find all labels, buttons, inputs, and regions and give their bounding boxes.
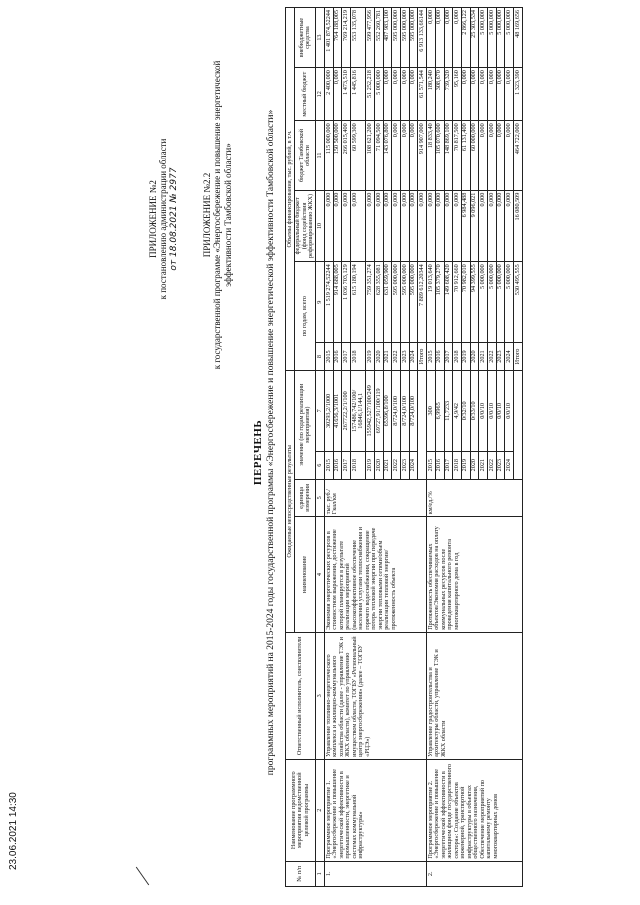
- local-cell: 0,000: [496, 68, 505, 121]
- regional-cell: 0,000: [505, 121, 514, 190]
- local-cell: 0,000: [487, 68, 496, 121]
- print-time: 14:30: [8, 792, 19, 818]
- value-cell: 0/32/10: [461, 370, 470, 451]
- header-years: по годам, всего: [294, 262, 316, 371]
- funding-year-cell: 2023: [496, 343, 505, 371]
- column-number-cell: 3: [316, 632, 325, 759]
- value-cell: 8/724,0/100: [401, 370, 410, 451]
- total-cell: 631 059,900: [383, 262, 392, 343]
- column-number-cell: 11: [316, 121, 325, 190]
- appendix-line: к постановлению администрации области: [158, 138, 169, 300]
- empty-cell: [418, 370, 427, 479]
- measure-name-cell: Программное мероприятие 2. «Энергосбережение и повышение энергетической эффективности в жилищном фонде государственного сектора»: Создание объектов инженерной, транспортной инфраструктуры в объектах общественного назначения, Обеспечение мероприятий по капитальному ремонту многоквартирных домов: [427, 759, 523, 861]
- funding-year-cell: 2017: [342, 343, 351, 371]
- regional-cell: 115 000,000: [325, 121, 334, 190]
- header-num: № п/п: [286, 861, 316, 886]
- measures-table: [285, 7, 523, 887]
- funding-year-cell: 2024: [505, 343, 514, 371]
- regional-cell: 105 070,600: [435, 121, 444, 190]
- header-expected-value: значение (по годам реализации мероприятия): [294, 370, 316, 479]
- total-cell: 595 000,000: [401, 262, 410, 343]
- local-cell: 0,000: [409, 68, 418, 121]
- federal-cell: 0,000: [435, 190, 444, 262]
- year-cell: 2022: [487, 451, 496, 479]
- funding-year-cell: 2018: [351, 343, 366, 371]
- regional-cell: 150 500,000: [333, 121, 342, 190]
- year-cell: 2024: [409, 451, 418, 479]
- year-cell: 2021: [479, 451, 488, 479]
- column-number-cell: 8: [316, 343, 325, 371]
- funding-year-cell: 2024: [409, 343, 418, 371]
- federal-cell: 0,000: [375, 190, 384, 262]
- year-cell: 2019: [366, 451, 375, 479]
- year-cell: 2021: [383, 451, 392, 479]
- year-cell: 2017: [444, 451, 453, 479]
- appendix2-header: [202, 60, 233, 370]
- regional-sum-cell: 464 722,000: [514, 121, 523, 190]
- local-cell: 739,320: [444, 68, 453, 121]
- year-cell: 2023: [496, 451, 505, 479]
- extrabudget-cell: 5 000,000: [496, 8, 505, 68]
- row-number-cell: 2.: [427, 861, 523, 886]
- column-number-cell: 13: [316, 8, 325, 68]
- header-name: Наименование программного мероприятия ведомственной целевой программы: [286, 759, 316, 861]
- total-cell: 5 000,000: [496, 262, 505, 343]
- column-number-cell: 10: [316, 190, 325, 262]
- header-regional: бюджет Тамбовской области: [294, 121, 316, 190]
- federal-sum-cell: 16 080,509: [514, 190, 523, 262]
- regional-cell: 60 000,000: [470, 121, 479, 190]
- total-cell: 5 000,000: [479, 262, 488, 343]
- extrabudget-cell: 25 303,534: [470, 8, 479, 68]
- regional-cell: 0,000: [487, 121, 496, 190]
- total-cell: 5 000,000: [505, 262, 514, 343]
- regional-sum-cell: 914 907,000: [418, 121, 427, 190]
- total-cell: 914 688,005: [333, 262, 342, 343]
- year-cell: 2017: [342, 451, 351, 479]
- extrabudget-cell: 0,000: [453, 8, 462, 68]
- total-cell: 19 013,640: [427, 262, 436, 343]
- table-row: [427, 8, 436, 887]
- header-funding: Объемы финансирования, тыс. рублей, в т.ч.: [286, 8, 295, 371]
- extrabudget-cell: 552 260,781: [375, 8, 384, 68]
- header-federal: федеральный бюджет (фонд содействия реформированию ЖКХ): [294, 190, 316, 262]
- local-cell: 0,000: [392, 68, 401, 121]
- funding-year-cell: 2020: [375, 343, 384, 371]
- local-cell: 0,000: [505, 68, 514, 121]
- document-title: ПЕРЕЧЕНЬ: [252, 419, 264, 486]
- year-cell: 2022: [392, 451, 401, 479]
- header-expected-name: наименование: [294, 517, 316, 633]
- federal-cell: 0,000: [342, 190, 351, 262]
- row-number-cell: 1.: [325, 861, 427, 886]
- header-local: местный бюджет: [294, 68, 316, 121]
- total-cell: 1 036 703,129: [342, 262, 351, 343]
- expected-result-cell: Протяженность обеспечиваемых объектов/Экономия расходов на оплату коммунальных ресурсов после проведения капитального ремонта многоквартирного дома в год: [427, 517, 523, 633]
- local-cell: 5 000,000: [375, 68, 384, 121]
- value-cell: 41656,3/1001: [333, 370, 342, 451]
- measure-name-cell: Программное мероприятие 1. «Энергосбережение и повышение энергетической эффективности в промышленности, энергетике и системах коммунальной инфраструктуры»: [325, 759, 427, 861]
- value-cell: 8/724,0/100: [409, 370, 418, 451]
- value-cell: 300: [427, 370, 436, 451]
- table-row: [325, 8, 334, 887]
- federal-cell: 9 096,021: [470, 190, 479, 262]
- funding-year-cell: 2021: [383, 343, 392, 371]
- federal-sum-cell: 0,000: [418, 190, 427, 262]
- value-cell: 11,7233: [444, 370, 453, 451]
- federal-cell: 0,000: [487, 190, 496, 262]
- extrabudget-cell: 595 000,000: [392, 8, 401, 68]
- year-cell: 2020: [470, 451, 479, 479]
- value-cell: 0/0/10: [487, 370, 496, 451]
- appendix-date: от 18.08.2021 № 2977: [168, 167, 179, 271]
- total-label-cell: Итого: [418, 343, 427, 371]
- federal-cell: 0,000: [366, 190, 375, 262]
- local-cell: 308,670: [435, 68, 444, 121]
- year-cell: 2019: [461, 451, 470, 479]
- federal-cell: 0,000: [392, 190, 401, 262]
- year-cell: 2015: [427, 451, 436, 479]
- regional-cell: 148 869,100: [444, 121, 453, 190]
- regional-cell: 266 015,400: [342, 121, 351, 190]
- regional-cell: 143 076,800: [383, 121, 392, 190]
- regional-cell: 108 621,200: [366, 121, 375, 190]
- print-date: 23.06.2021: [8, 819, 19, 870]
- funding-year-cell: 2017: [444, 343, 453, 371]
- federal-cell: 0,000: [325, 190, 334, 262]
- column-number-cell: 7: [316, 370, 325, 451]
- regional-cell: 0,000: [409, 121, 418, 190]
- value-cell: 0/0/10: [496, 370, 505, 451]
- local-cell: 95,160: [453, 68, 462, 121]
- funding-year-cell: 2015: [427, 343, 436, 371]
- year-cell: 2018: [453, 451, 462, 479]
- extrabudget-cell: 0,000: [444, 8, 453, 68]
- total-cell: 628 355,081: [375, 262, 384, 343]
- extrabudget-cell: 595 000,000: [409, 8, 418, 68]
- total-cell: 94 399,555: [470, 262, 479, 343]
- header-responsible: Ответственный исполнитель, соисполнители: [286, 632, 316, 759]
- federal-cell: 0,000: [505, 190, 514, 262]
- total-cell: 70 982,010: [461, 262, 470, 343]
- federal-cell: 0,000: [383, 190, 392, 262]
- total-cell: 105 379,270: [435, 262, 444, 343]
- local-cell: 51 252,218: [366, 68, 375, 121]
- total-cell: 759 351,274: [366, 262, 375, 343]
- unit-cell: км/ед./%: [427, 479, 523, 517]
- funding-year-cell: 2016: [435, 343, 444, 371]
- federal-cell: 0,000: [479, 190, 488, 262]
- extrabudget-cell: 487 983,100: [383, 8, 392, 68]
- local-cell: 0,000: [470, 68, 479, 121]
- responsible-cell: Управление топливно-энергетического комплекса и жилищно-коммунального хозяйства области (далее - управление ТЭК и ЖКХ области), комитет по управлению имуществом области, ТОГБУ «Региональный центр энергосбережения» (далее – ТОГБУ «РЦЭ»): [325, 632, 427, 759]
- value-cell: 4,9/42: [453, 370, 462, 451]
- local-cell: 1 473,510: [342, 68, 351, 121]
- local-cell: 0,000: [401, 68, 410, 121]
- column-number-cell: 6: [316, 451, 325, 479]
- total-cell: 149 608,420: [444, 262, 453, 343]
- local-cell: 2 400,000: [325, 68, 334, 121]
- value-cell: 8/724,0/100: [392, 370, 401, 451]
- column-number-cell: 2: [316, 759, 325, 861]
- local-cell: 0,000: [383, 68, 392, 121]
- value-cell: 65396,8/100: [383, 370, 392, 451]
- total-cell: 595 000,000: [392, 262, 401, 343]
- local-cell: 180,240: [427, 68, 436, 121]
- extrabudget-cell: 2 866,122: [461, 8, 470, 68]
- header-expected: Ожидаемые непосредственные результаты: [286, 370, 295, 632]
- extrabudget-cell: 595 000,000: [401, 8, 410, 68]
- total-cell: 1 519 274,52244: [325, 262, 334, 343]
- appendix2-title: ПРИЛОЖЕНИЕ №2.2: [202, 172, 212, 258]
- column-number-cell: 12: [316, 68, 325, 121]
- funding-year-cell: 2022: [392, 343, 401, 371]
- value-cell: 0/0/10: [479, 370, 488, 451]
- year-cell: 2018: [351, 451, 366, 479]
- value-cell: 0/0/10: [505, 370, 514, 451]
- local-sum-cell: 61 571,544: [418, 68, 427, 121]
- extrabudget-cell: 0,000: [427, 8, 436, 68]
- extrabudget-cell: 553 135,078: [351, 8, 366, 68]
- federal-cell: 6 984,488: [461, 190, 470, 262]
- value-cell: 6,9965: [435, 370, 444, 451]
- funding-year-cell: 2023: [401, 343, 410, 371]
- total-cell: 595 000,000: [409, 262, 418, 343]
- regional-cell: 61 131,400: [461, 121, 470, 190]
- funding-year-cell: 2022: [487, 343, 496, 371]
- funding-year-cell: 2016: [333, 343, 342, 371]
- header-extrabudget: внебюджетные средства: [294, 8, 316, 68]
- extrabudget-cell: 769 214,219: [342, 8, 351, 68]
- value-cell: 267722,2/1/100: [342, 370, 351, 451]
- extrabudget-cell: 5 000,000: [505, 8, 514, 68]
- regional-cell: 18 833,40: [427, 121, 436, 190]
- extrabudget-sum-cell: 48 169,656: [514, 8, 523, 68]
- local-cell: 0,000: [333, 68, 342, 121]
- extrabudget-cell: 1 401 874,52244: [325, 8, 334, 68]
- regional-cell: 0,000: [496, 121, 505, 190]
- federal-cell: 0,000: [351, 190, 366, 262]
- header-expected-unit: единица измерения: [294, 479, 316, 517]
- funding-year-cell: 2020: [470, 343, 479, 371]
- value-cell: 155942,527/100/249: [366, 370, 375, 451]
- regional-cell: 60 599,300: [351, 121, 366, 190]
- funding-year-cell: 2019: [366, 343, 375, 371]
- document-subtitle: программных мероприятий на 2015-2024 годы государственной программы «Энергосбережение и повышение энергетической эффективности Тамбовской области»: [266, 109, 276, 776]
- appendix2-line2: эффективности Тамбовской области»: [222, 143, 233, 287]
- extrabudget-cell: 599 477,956: [366, 8, 375, 68]
- value-cell: 30293,2/1000: [325, 370, 334, 451]
- column-numbers-row: [316, 8, 325, 887]
- appendix-title: ПРИЛОЖЕНИЕ №2: [148, 180, 158, 258]
- column-number-cell: 9: [316, 262, 325, 343]
- funding-year-cell: 2021: [479, 343, 488, 371]
- total-sum-cell: 530 495,555: [514, 262, 523, 343]
- federal-cell: 0,000: [401, 190, 410, 262]
- appendix2-line1: к государственной программе «Энергосбережение и повышение энергетической: [212, 60, 223, 370]
- column-number-cell: 4: [316, 517, 325, 633]
- regional-cell: 70 817,500: [453, 121, 462, 190]
- year-cell: 2016: [333, 451, 342, 479]
- column-number-cell: 5: [316, 479, 325, 517]
- local-sum-cell: 1 323,390: [514, 68, 523, 121]
- value-cell: 0/33/10: [470, 370, 479, 451]
- local-cell: 0,000: [461, 68, 470, 121]
- total-cell: 615 180,194: [351, 262, 366, 343]
- funding-year-cell: 2018: [453, 343, 462, 371]
- federal-cell: 0,000: [427, 190, 436, 262]
- spacer: [8, 817, 19, 820]
- year-cell: 2023: [401, 451, 410, 479]
- total-sum-cell: 7 889 612,20344: [418, 262, 427, 343]
- federal-cell: 0,000: [453, 190, 462, 262]
- value-cell: 69727,91/100/119: [375, 370, 384, 451]
- regional-cell: 0,000: [392, 121, 401, 190]
- total-label-cell: Итого: [514, 343, 523, 371]
- extrabudget-cell: 0,000: [435, 8, 444, 68]
- federal-cell: 0,000: [444, 190, 453, 262]
- value-cell: 157486,742/100/ 16846,1/144,1: [351, 370, 366, 451]
- extrabudget-cell: 764 188,005: [333, 8, 342, 68]
- funding-year-cell: 2019: [461, 343, 470, 371]
- regional-cell: 0,000: [479, 121, 488, 190]
- appendix-header: [148, 94, 179, 344]
- year-cell: 2024: [505, 451, 514, 479]
- expected-result-cell: Экономия энергетических ресурсов в стоимостном выражении, достижение которой планируется в результате реализации мероприятий (высокоэффективное обеспечение населения услугами теплоснабжения и горячего водоснабжения, сокращение потерь тепловой энергии при передаче энергии тепловыми сетями/объем реализации тепловой энергии/протяженность объекта: [325, 517, 427, 633]
- year-cell: 2020: [375, 451, 384, 479]
- year-cell: 2016: [435, 451, 444, 479]
- extrabudget-cell: 5 000,000: [479, 8, 488, 68]
- federal-cell: 0,000: [496, 190, 505, 262]
- regional-cell: 0,000: [401, 121, 410, 190]
- responsible-cell: Управление градостроительства и архитектуры области, управление ТЭК и ЖКХ области: [427, 632, 523, 759]
- federal-cell: 0,000: [409, 190, 418, 262]
- extrabudget-sum-cell: 6 913 133,66144: [418, 8, 427, 68]
- extrabudget-cell: 5 000,000: [487, 8, 496, 68]
- local-cell: 1 445,816: [351, 68, 366, 121]
- total-cell: 70 912,660: [453, 262, 462, 343]
- funding-year-cell: 2015: [325, 343, 334, 371]
- total-cell: 5 000,000: [487, 262, 496, 343]
- empty-cell: [514, 370, 523, 479]
- unit-cell: тыс. руб./Гкал/км: [325, 479, 427, 517]
- year-cell: 2015: [325, 451, 334, 479]
- table-body: [325, 8, 523, 887]
- regional-cell: 71 094,500: [375, 121, 384, 190]
- column-number-cell: 1: [316, 861, 325, 886]
- pen-mark: [136, 867, 149, 886]
- local-cell: 0,000: [479, 68, 488, 121]
- footer: [8, 792, 19, 870]
- federal-cell: 0,000: [333, 190, 342, 262]
